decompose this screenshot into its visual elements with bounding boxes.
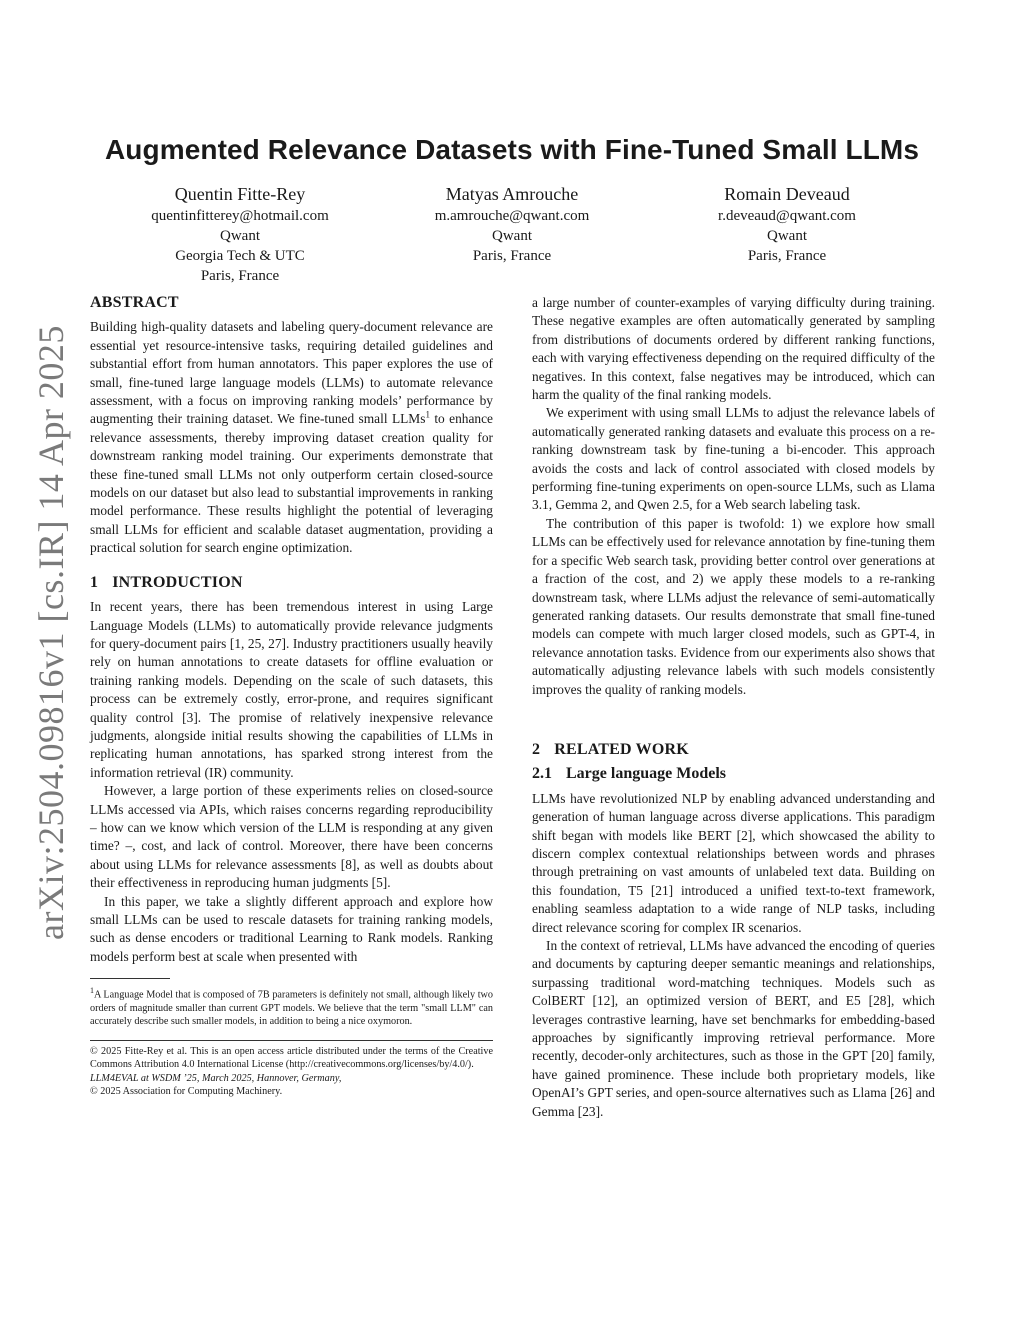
intro-paragraph-3-continued: a large number of counter-examples of varying difficulty during training. These negative examples are often automatically generated by sampling from distributions of documents ordered by different ranking functions, each with varying effectiveness depending on the required difficulty of the negatives. In this context, false negatives may be introduced, which can harm the quality of the final ranking models. — [532, 295, 935, 403]
section-number: 2 — [532, 740, 541, 758]
intro-paragraph-3: In this paper, we take a slightly different approach and explore how small LLMs can be used to rescale datasets for training ranking models, such as dense encoders or traditional Learning to Rank models. Ranking models perform best at scale when presented with — [90, 893, 493, 964]
section-number: 1 — [90, 573, 99, 591]
footnote-divider — [90, 978, 170, 979]
abstract-heading: ABSTRACT — [90, 294, 179, 311]
copyright-block — [90, 1040, 493, 1098]
left-column — [90, 294, 493, 1098]
author-email[interactable]: quentinfitterey@hotmail.com — [151, 208, 329, 224]
abstract-text-part-1: Building high-quality datasets and labeling query-document relevance are essential yet resource-intensive tasks, requiring detailed guidelines and substantial effort from human annotators. This paper explores the use of small, fine-tuned large language models (LLMs) to automate relevance assessment, with a focus on improving ranking models’ performance by augmenting their training dataset. We fine-tuned small LLMs — [90, 319, 493, 427]
related-paragraph-1: LLMs have revolutionized NLP by enabling advanced understanding and generation of human language across diverse applications. This paradigm shift began with models like BERT [2], which showcased the ability to discern complex contextual relationships between words and phrases through pretraining on vast amounts of unlabeled text data. Building on this foundation, T5 [21] introduced a unified text-to-text framework, enabling seamless adaptation to a wide range of NLP tasks, including direct relevance scoring for complex IR scenarios. — [532, 790, 935, 935]
author-name: Matyas Amrouche — [445, 184, 579, 204]
author-affiliation: Paris, France — [200, 268, 280, 284]
footnote-text: A Language Model that is composed of 7B parameters is definitely not small, although likely two orders of magnitude smaller than current GPT models. We believe that the term "small LLM" can accurately describe such smaller models, in addition to being a nice oxymoron. — [90, 989, 493, 1028]
author-email[interactable]: m.amrouche@qwant.com — [434, 208, 590, 224]
author-affiliation: Qwant — [492, 228, 532, 244]
license-notice: © 2025 Fitte-Rey et al. This is an open access article distributed under the terms of the Creative Commons Attribution 4.0 International License (http://creativecommons.org/licenses/by/4.0/). — [90, 1046, 493, 1071]
footnote-reference[interactable]: 1 — [425, 409, 430, 420]
section-spacer — [532, 699, 935, 729]
footnote — [90, 984, 493, 1028]
intro-paragraph-5: The contribution of this paper is twofold: 1) we explore how small LLMs can be effectively used for relevance annotation by fine-tuning them for a specific Web search task, providing better control over generations at a fraction of the cost, and 2) we apply these models to a re-ranking downstream task, where LLMs adjust the relevance of semi-automatically generated ranking datasets. Our results demonstrate that small fine-tuned models can compete with much larger closed models, such as GPT-4, in relevance annotation tasks. Evidence from our experiments also shows that automatically adjusting relevance labels with such models consistently improves the quality of ranking models. — [532, 515, 935, 697]
abstract-text-part-2: to enhance relevance assessments, thereby improving dataset creation quality for downstream ranking model training. Our experiments demonstrate that these fine-tuned small LLMs not only outperform certain closed-source models on our dataset but also lead to substantial improvements in ranking model performance. These results highlight the potential of leveraging small LLMs for efficient and scalable dataset augmentation, providing a practical solution for search engine optimization. — [90, 411, 493, 556]
author-2 — [362, 182, 662, 266]
arxiv-identifier: arXiv:2504.09816v1 [cs.IR] 14 Apr 2025 — [31, 325, 71, 940]
related-paragraph-2: In the context of retrieval, LLMs have advanced the encoding of queries and documents by capturing deeper semantic meanings and relationships, surpassing traditional word-matching techniques. Models such as ColBERT [12], an optimized version of BERT, and E5 [28], which leverages contrastive learning, have set benchmarks for embedding-based approaches by significantly improving retrieval performance. More recently, decoder-only architectures, such as those in the GPT [20] family, have gained prominence. These include both proprietary models, like OpenAI’s GPT series, and open-source alternatives such as Llama [26] and Gemma [23]. — [532, 938, 935, 1119]
author-email[interactable]: r.deveaud@qwant.com — [718, 208, 856, 224]
intro-paragraph-1: In recent years, there has been tremendous interest in using Large Language Models (LLMs) to automatically provide relevance judgments for query-document pairs [1, 25, 27]. Industry practitioners usually heavily rely on human annotations to create datasets for offline evaluation or training ranking models. Depending on the scale of such datasets, this process can be extremely costly, error-prone, and requires significant quality control [3]. The promise of relatively inexpensive relevance judgments, alongside initial results showing the capabilities of LLMs in replicating human annotations, has sparked strong interest from the information retrieval (IR) community. — [90, 599, 493, 780]
abstract-text — [90, 318, 493, 557]
author-affiliation: Qwant — [767, 228, 807, 244]
section-title: INTRODUCTION — [112, 573, 243, 591]
author-name: Romain Deveaud — [724, 184, 850, 204]
subsection-number: 2.1 — [532, 765, 552, 783]
author-1 — [90, 182, 390, 286]
subsection-title: Large language Models — [566, 765, 726, 783]
section-heading-introduction — [90, 574, 493, 592]
author-block — [90, 182, 935, 292]
author-affiliation: Paris, France — [472, 248, 552, 264]
section-heading-related-work — [532, 741, 935, 759]
intro-paragraph-4: We experiment with using small LLMs to adjust the relevance labels of automatically generated ranking datasets and evaluate this process on a re-ranking downstream task by fine-tuning a bi-encoder. This approach avoids the costs and lack of control associated with closed models by performing fine-tuning experiments on open-source LLMs, such as Llama 3.1, Gemma 2, and Qwen 2.5, for a Web search labeling task. — [532, 405, 935, 513]
author-affiliation: Georgia Tech & UTC — [175, 248, 305, 264]
paper-title: Augmented Relevance Datasets with Fine-Tuned Small LLMs — [104, 134, 920, 165]
author-affiliation: Qwant — [220, 228, 260, 244]
right-column — [532, 294, 935, 1121]
venue-line: LLM4EVAL at WSDM ’25, March 2025, Hannover, Germany, — [90, 1072, 342, 1084]
author-affiliation: Paris, France — [747, 248, 827, 264]
intro-paragraph-2: However, a large portion of these experiments relies on closed-source LLMs accessed via APIs, which raises concerns regarding reproducibility – how can we know which version of the LLM is responding at any given time? –, cost, and lack of control. Moreover, there have been concerns about using LLMs for relevance assessments [8], as well as doubts about their effectiveness in reproducing human judgments [5]. — [90, 783, 493, 891]
acm-copyright: © 2025 Association for Computing Machinery. — [90, 1085, 283, 1097]
section-title: RELATED WORK — [554, 740, 689, 758]
author-3 — [637, 182, 937, 266]
author-name: Quentin Fitte-Rey — [174, 184, 306, 204]
footnote-mark: 1 — [90, 986, 94, 996]
subsection-heading-llms — [532, 765, 935, 783]
